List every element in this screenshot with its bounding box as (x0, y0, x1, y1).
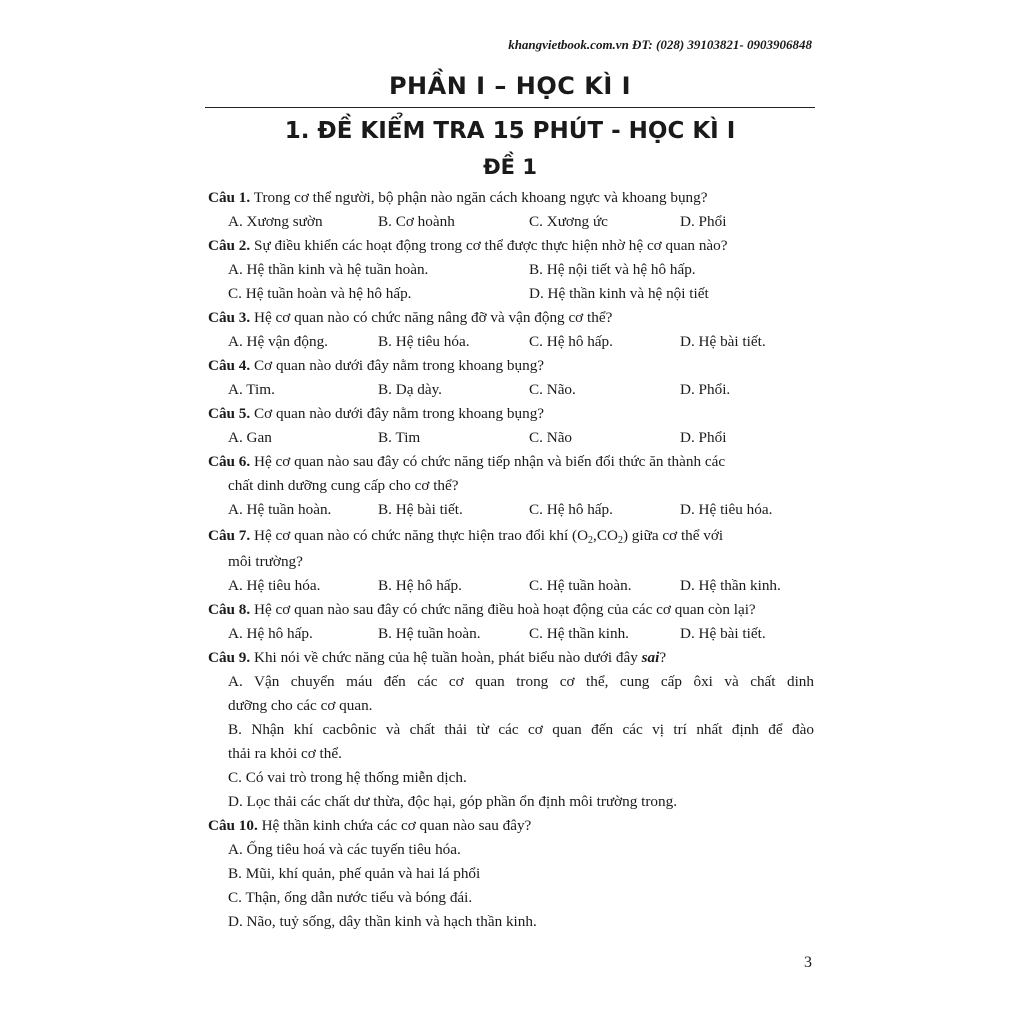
option-a: A. Hệ hô hấp. (228, 625, 313, 642)
question-list (208, 186, 814, 934)
exam-subtitle: ĐỀ 1 (483, 155, 537, 179)
question-number: Câu 5. (208, 405, 251, 422)
question-1 (208, 186, 814, 210)
subscript: 2 (588, 535, 594, 546)
options-row (208, 574, 814, 598)
page-number: 3 (804, 954, 812, 971)
options-row (208, 622, 814, 646)
options-row (208, 378, 814, 402)
question-6 (208, 450, 814, 474)
option-a: A. Hệ vận động. (228, 333, 328, 350)
option-a: A. Hệ tiêu hóa. (228, 577, 321, 594)
option-c: C. Hệ thần kinh. (529, 625, 629, 642)
question-text: Hệ cơ quan nào có chức năng nâng đỡ và vận động cơ thể? (250, 309, 613, 326)
option-a: A. Tim. (228, 381, 275, 398)
subscript: 2 (617, 535, 623, 546)
question-number: Câu 2. (208, 237, 251, 254)
exam-title: 1. ĐỀ KIỂM TRA 15 PHÚT - HỌC KÌ I (284, 118, 736, 144)
option-b: B. Hệ nội tiết và hệ hô hấp. (529, 261, 696, 278)
publisher-contact: khangvietbook.com.vn ĐT: (028) 39103821- 0903906848 (508, 37, 812, 52)
question-text-continued: chất dinh dưỡng cung cấp cho cơ thể? (228, 477, 459, 494)
option-a-continued: dưỡng cho các cơ quan. (228, 697, 373, 714)
options-row (208, 210, 814, 234)
question-7 (208, 522, 814, 550)
question-number: Câu 10. (208, 817, 258, 834)
question-text: Sự điều khiển các hoạt động trong cơ thể được thực hiện nhờ hệ cơ quan nào? (250, 237, 728, 254)
option-d: D. Hệ bài tiết. (680, 625, 766, 642)
option-d: D. Lọc thải các chất dư thừa, độc hại, góp phần ổn định môi trường trong. (228, 793, 678, 810)
question-text: Cơ quan nào dưới đây nằm trong khoang bụng? (250, 357, 545, 374)
option-a: A. Xương sườn (228, 213, 323, 230)
question-text: ? (659, 649, 667, 666)
option-b: B. Hệ bài tiết. (378, 501, 463, 518)
option-a: A. Ống tiêu hoá và các tuyến tiêu hóa. (228, 841, 461, 858)
option-d: D. Hệ thần kinh và hệ nội tiết (529, 285, 709, 302)
option-c: C. Hệ hô hấp. (529, 333, 613, 350)
question-number: Câu 9. (208, 649, 251, 666)
emphasis-word: sai (641, 649, 660, 666)
option-d: D. Phổi (680, 213, 727, 230)
question-9 (208, 646, 814, 670)
option-c: C. Não. (529, 381, 576, 398)
question-text: ) giữa cơ thể với (622, 527, 724, 544)
question-4 (208, 354, 814, 378)
option-d: D. Phổi. (680, 381, 731, 398)
question-text-continued: môi trường? (228, 553, 303, 570)
option-b: B. Hệ hô hấp. (378, 577, 462, 594)
question-text: ,CO (593, 527, 618, 544)
question-8 (208, 598, 814, 622)
option-a: A. Gan (228, 429, 272, 446)
option-c: C. Có vai trò trong hệ thống miễn dịch. (228, 769, 467, 786)
options-row (208, 258, 814, 282)
option-a: A. Vận chuyển máu đến các cơ quan trong cơ thể, cung cấp ôxi và chất dinh (228, 673, 814, 690)
question-number: Câu 3. (208, 309, 251, 326)
option-c: C. Não (529, 429, 573, 446)
option-d: D. Não, tuỷ sống, dây thần kinh và hạch thần kinh. (228, 913, 537, 930)
option-b: B. Tim (378, 429, 421, 446)
question-number: Câu 4. (208, 357, 251, 374)
question-10 (208, 814, 814, 838)
option-c: C. Hệ hô hấp. (529, 501, 613, 518)
question-text: Hệ cơ quan nào có chức năng thực hiện trao đổi khí (O (250, 527, 589, 544)
option-a: A. Hệ thần kinh và hệ tuần hoàn. (228, 261, 429, 278)
question-text: Cơ quan nào dưới đây nằm trong khoang bụng? (250, 405, 545, 422)
question-number: Câu 1. (208, 189, 251, 206)
question-text: Hệ thần kinh chứa các cơ quan nào sau đây? (257, 817, 532, 834)
option-b: B. Nhận khí cacbônic và chất thải từ các cơ quan đến các vị trí nhất định để đào (228, 721, 814, 738)
option-d: D. Hệ bài tiết. (680, 333, 766, 350)
option-d: D. Hệ thần kinh. (680, 577, 781, 594)
options-row (208, 426, 814, 450)
options-row (208, 498, 814, 522)
question-3 (208, 306, 814, 330)
question-5 (208, 402, 814, 426)
option-b-continued: thải ra khỏi cơ thể. (228, 745, 342, 762)
options-row (208, 330, 814, 354)
question-2 (208, 234, 814, 258)
option-c: C. Hệ tuần hoàn và hệ hô hấp. (228, 285, 412, 302)
option-d: D. Hệ tiêu hóa. (680, 501, 773, 518)
title-divider (205, 107, 815, 108)
option-c: C. Hệ tuần hoàn. (529, 577, 632, 594)
question-text: Hệ cơ quan nào sau đây có chức năng điều hoà hoạt động của các cơ quan còn lại? (250, 601, 756, 618)
option-d: D. Phổi (680, 429, 727, 446)
option-b: B. Hệ tuần hoàn. (378, 625, 481, 642)
option-b: B. Hệ tiêu hóa. (378, 333, 470, 350)
question-text: Khi nói về chức năng của hệ tuần hoàn, phát biểu nào dưới đây (250, 649, 642, 666)
option-c: C. Thận, ống dẫn nước tiểu và bóng đái. (228, 889, 473, 906)
part-title: PHẦN I – HỌC KÌ I (388, 72, 632, 100)
option-b: B. Cơ hoành (378, 213, 455, 230)
question-number: Câu 6. (208, 453, 251, 470)
question-text: Hệ cơ quan nào sau đây có chức năng tiếp nhận và biến đổi thức ăn thành các (250, 453, 726, 470)
question-number: Câu 8. (208, 601, 251, 618)
options-row (208, 282, 814, 306)
option-a: A. Hệ tuần hoàn. (228, 501, 332, 518)
question-number: Câu 7. (208, 527, 251, 544)
option-b: B. Dạ dày. (378, 381, 442, 398)
option-b: B. Mũi, khí quản, phế quản và hai lá phổi (228, 865, 481, 882)
question-text: Trong cơ thể người, bộ phận nào ngăn cách khoang ngực và khoang bụng? (250, 189, 708, 206)
option-c: C. Xương ức (529, 213, 608, 230)
